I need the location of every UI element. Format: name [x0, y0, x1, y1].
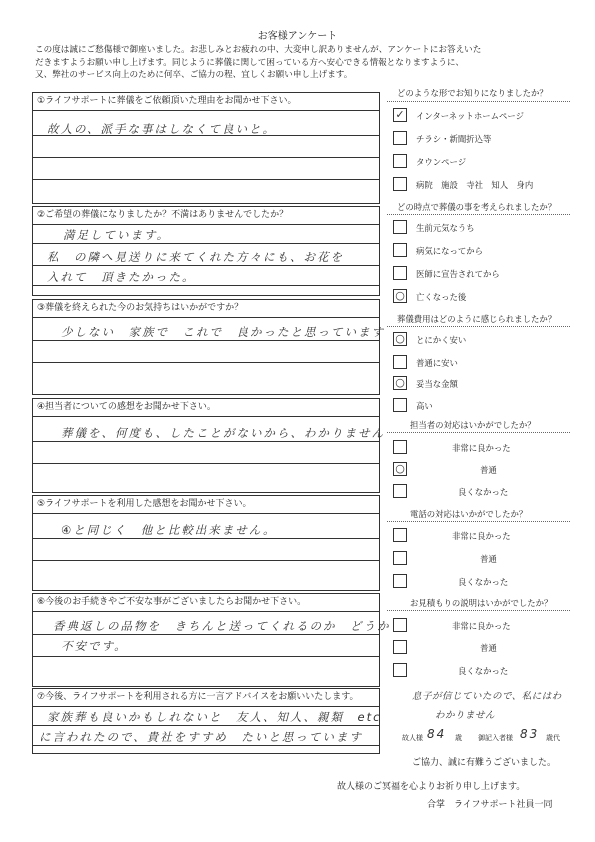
deceased-age: 84 [427, 727, 447, 741]
how-known-option-1: インターネットホームページ [416, 111, 524, 121]
staff-response-checkbox-1[interactable] [393, 440, 407, 454]
phone-response-checkbox-3[interactable] [393, 574, 407, 588]
question-4-label: ④担当者についての感想をお聞かせ下さい。 [33, 399, 379, 417]
respondent-age: 83 [520, 727, 540, 741]
staff-response-checkbox-3[interactable] [393, 484, 407, 498]
cost-checkbox-2[interactable] [393, 355, 407, 369]
how-known-option-2: チラシ・新聞折込等 [416, 134, 492, 144]
question-7-box [32, 688, 380, 754]
page-title: お客様アンケート [257, 31, 338, 42]
staff-response-option-1: 非常に良かった [452, 443, 511, 453]
question-3-box [32, 299, 385, 395]
intro-line: だきますようお願い申し上げます。同じように葬儀に関して困っている方へ安心できる情報となりますように、 [35, 57, 465, 68]
estimate-label: お見積もりの説明はいかがでしたか？ [410, 598, 553, 608]
question-2-answer-line1: 満足しています。 [63, 228, 171, 242]
cost-mark-3: ○ [395, 376, 405, 389]
how-known-checkbox-4[interactable] [393, 177, 407, 191]
phone-response-checkbox-1[interactable] [393, 528, 407, 542]
staff-response-label: 担当者の対応はいかがでしたか？ [410, 420, 536, 430]
staff-response-mark-2: ○ [395, 462, 405, 475]
question-7-answer-line1: 家族葬も良いかもしれないと 友人、知人、親類 etc [47, 710, 382, 724]
phone-response-label: 電話の対応はいかがでしたか？ [410, 509, 528, 519]
question-4-box [32, 398, 385, 493]
when-considered-option-1: 生前元気なうち [416, 223, 475, 233]
question-2-answer-line2: 私 の隣へ見送りに来てくれた方々にも、お花を [47, 250, 344, 264]
intro-line: 又、弊社のサービス向上のために何卒、ご協力の程、宜しくお願い申し上げます。 [35, 70, 353, 80]
how-known-checkbox-2[interactable] [393, 131, 407, 145]
question-3-answer: 少しない 家族で これで 良かったと思っています [61, 325, 385, 339]
estimate-option-3: 良くなかった [458, 666, 509, 676]
estimate-checkbox-2[interactable] [393, 640, 407, 654]
when-considered-mark-4: ○ [395, 289, 405, 302]
cost-mark-1: ○ [395, 332, 405, 345]
question-1-label: ①ライフサポートに葬儀をご依頼頂いた理由をお聞かせ下さい。 [33, 93, 379, 111]
question-5-label: ⑤ライフサポートを利用した感想をお聞かせ下さい。 [33, 496, 379, 514]
cost-label: 葬儀費用はどのように感じられましたか？ [397, 314, 557, 324]
question-3-label: ③葬儀を終えられた今のお気持ちはいかがですか？ [33, 300, 379, 318]
cost-option-2: 普通に安い [416, 358, 458, 368]
how-known-mark-1: ✓ [395, 108, 405, 121]
question-6-box [32, 593, 391, 687]
estimate-option-2: 普通 [480, 643, 497, 653]
question-2-box [32, 206, 380, 296]
estimate-checkbox-3[interactable] [393, 663, 407, 677]
cost-option-3: 妥当な金額 [416, 379, 458, 389]
when-considered-checkbox-2[interactable] [393, 243, 407, 257]
question-6-label: ⑥今後のお手続きやご不安な事がございましたらお聞かせ下さい。 [33, 594, 379, 612]
how-known-checkbox-3[interactable] [393, 154, 407, 168]
when-considered-option-2: 病気になってから [416, 246, 483, 256]
question-2-label: ②ご希望の葬儀になりましたか？不満はありませんでしたか？ [33, 207, 379, 225]
respondent-label: 御記入者様 [478, 734, 513, 742]
deceased-label: 故人様 [402, 734, 423, 742]
closing-signature: 合掌 ライフサポート社員一同 [427, 800, 553, 810]
question-1-box [32, 92, 380, 204]
question-6-answer-line2: 不安です。 [61, 639, 128, 653]
how-known-label: どのような形でお知りになりましたか？ [397, 88, 548, 98]
side-note-line1: 息子が信じていたので、私にはわ [412, 691, 562, 702]
phone-response-option-1: 非常に良かった [452, 531, 511, 541]
closing-thanks: ご協力、誠に有難うございました。 [412, 758, 557, 768]
how-known-option-4: 病院 施設 寺社 知人 身内 [416, 180, 534, 190]
closing-prayer: 故人様のご冥福を心よりお祈り申し上げます。 [337, 782, 526, 792]
estimate-checkbox-1[interactable] [393, 618, 407, 632]
question-2-answer-line3: 入れて 頂きたかった。 [47, 270, 196, 284]
question-5-box [32, 495, 380, 591]
side-note-line2: わかりません [435, 710, 496, 721]
age-unit-2: 歳代 [546, 734, 560, 742]
question-6-answer-line1: 香典返しの品物を きちんと送ってくれるのか どうか [53, 619, 391, 633]
age-unit-1: 歳 [455, 734, 462, 742]
when-considered-checkbox-1[interactable] [393, 220, 407, 234]
phone-response-option-3: 良くなかった [458, 577, 509, 587]
cost-option-1: とにかく安い [416, 335, 467, 345]
when-considered-checkbox-3[interactable] [393, 266, 407, 280]
estimate-option-1: 非常に良かった [452, 621, 511, 631]
question-7-answer-line2: に言われたので、貴社をすすめ たいと思っています [39, 730, 363, 744]
question-7-label: ⑦今後、ライフサポートを利用される方に一言アドバイスをお願いいたします。 [33, 689, 379, 707]
intro-text [35, 44, 565, 82]
cost-checkbox-4[interactable] [393, 398, 407, 412]
when-considered-option-4: 亡くなった後 [416, 292, 467, 302]
question-5-answer: ④と同じく 他と比較出来ません。 [61, 523, 277, 537]
staff-response-option-2: 普通 [480, 465, 497, 475]
cost-option-4: 高い [416, 401, 433, 411]
phone-response-checkbox-2[interactable] [393, 551, 407, 565]
question-1-answer: 故人の、派手な事はしなくて良いと。 [47, 122, 277, 136]
question-4-answer: 葬儀を、何度も、したことがないから、わかりません [61, 426, 385, 440]
intro-line: この度は誠にご愁傷様で御座いました。お悲しみとお疲れの中、大変申し訳ありませんが、アンケートにお答えいた [35, 45, 482, 55]
how-known-option-3: タウンページ [416, 157, 467, 167]
phone-response-option-2: 普通 [480, 554, 497, 564]
when-considered-option-3: 医師に宣告されてから [416, 269, 500, 279]
staff-response-option-3: 良くなかった [458, 487, 509, 497]
when-considered-label: どの時点で葬儀の事を考えられましたか？ [397, 202, 557, 212]
